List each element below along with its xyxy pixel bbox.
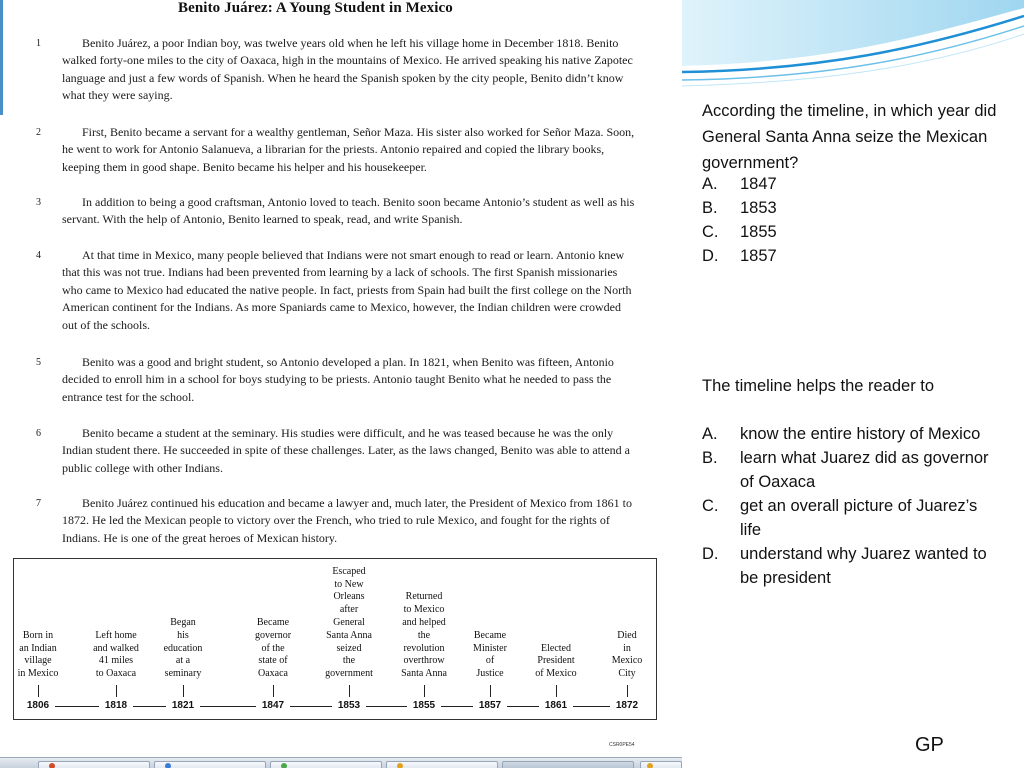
answer-option (702, 220, 1002, 244)
taskbar-button[interactable] (640, 761, 682, 768)
option-letter: B. (702, 199, 718, 217)
paragraph-2 (36, 124, 636, 176)
timeline-event-caption: Became Minister of Justice (473, 629, 507, 680)
timeline-line-segment (290, 706, 332, 707)
timeline-event-caption: Born in an Indian village in Mexico (17, 629, 59, 680)
option-letter: A. (702, 425, 718, 443)
timeline-event-caption: Escaped to New Orleans after General Santa Anna seized the government (325, 565, 373, 680)
app-icon (397, 763, 403, 768)
slide-header-decoration (682, 0, 1024, 92)
timeline-tick (556, 685, 557, 697)
wave-decoration (682, 0, 1024, 92)
timeline-box (13, 558, 657, 720)
option-letter: D. (702, 545, 719, 563)
option-text: learn what Juarez did as governor of Oaxaca (740, 449, 989, 491)
paragraph-text: Benito was a good and bright student, so Antonio developed a plan. In 1821, when Benito was fifteen, Antonio decided to enroll him in a school for boys studying to be priests. Antonio taught Benito what he needed to pass the entrance test for the school. (62, 355, 614, 404)
question-1-text: According the timeline, in which year did General Santa Anna seize the Mexican government? (702, 102, 997, 172)
timeline-year: 1872 (615, 700, 639, 711)
timeline-tick (273, 685, 274, 697)
timeline-year: 1821 (171, 700, 195, 711)
answer-option (702, 542, 1002, 590)
timeline-year: 1806 (26, 700, 50, 711)
answer-option (702, 172, 1002, 196)
timeline-year: 1853 (337, 700, 361, 711)
option-text: 1847 (740, 175, 777, 193)
timeline-line-segment (366, 706, 407, 707)
paragraph-number: 6 (36, 428, 41, 439)
taskbar (0, 757, 682, 768)
timeline-line-segment (573, 706, 610, 707)
paragraph-text: At that time in Mexico, many people believed that Indians were not smart enough to read or learn. Antonio knew that this was not true. Indians had been prevented from learning by a lack of schools. The first Spanish missionaries who came to Mexico had educated the native people. In fact, priests from Spain had built the first college on the North American continent for the Indians. As more Spaniards came to Mexico, however, the Indian children were crowded out of the schools. (62, 248, 632, 332)
option-letter: C. (702, 497, 719, 515)
paragraph-3 (36, 194, 636, 229)
app-icon (49, 763, 55, 768)
option-text: 1857 (740, 247, 777, 265)
timeline-year: 1857 (478, 700, 502, 711)
taskbar-button[interactable] (38, 761, 150, 768)
document-code: CSR0PE54 (609, 742, 635, 748)
paragraph-text: Benito Juárez, a poor Indian boy, was twelve years old when he left his village home in December 1818. Benito walked forty-one miles to the city of Oaxaca, high in the mountains of Mexico. He arrived speaking his native Zapotec language and just a few words of Spanish. When he heard the Spanish spoken by the city people, Benito didn’t know what they were saying. (62, 36, 633, 103)
timeline-event-caption: Died in Mexico City (611, 629, 643, 680)
paragraph-number: 1 (36, 38, 41, 49)
timeline-event-caption: Elected President of Mexico (535, 642, 577, 680)
timeline-year: 1847 (261, 700, 285, 711)
option-letter: D. (702, 247, 719, 265)
question-1 (702, 98, 1002, 268)
timeline-tick (38, 685, 39, 697)
paragraph-6 (36, 425, 636, 477)
paragraph-text: In addition to being a good craftsman, Antonio loved to teach. Benito soon became Antonio’s student as well as his servant. With the help of Antonio, Benito learned to speak, read, and write Spanish. (62, 195, 635, 227)
option-letter: B. (702, 449, 718, 467)
timeline-event-caption: Left home and walked 41 miles to Oaxaca (93, 629, 139, 680)
timeline-tick (627, 685, 628, 697)
option-text: 1853 (740, 199, 777, 217)
timeline-line-segment (507, 706, 539, 707)
paragraph-text: Benito became a student at the seminary. His studies were difficult, and he was teased because he was the only Indian student there. He succeeded in spite of these challenges. Later, as the laws changed, Benito was able to attend a public college with other Indians. (62, 426, 630, 475)
option-text: understand why Juarez wanted to be president (740, 545, 987, 587)
paragraph-number: 7 (36, 498, 41, 509)
timeline-year: 1818 (104, 700, 128, 711)
taskbar-button[interactable] (154, 761, 266, 768)
timeline-event-caption: Returned to Mexico and helped the revolution overthrow Santa Anna (401, 591, 447, 680)
paragraph-number: 3 (36, 197, 41, 208)
option-text: 1855 (740, 223, 777, 241)
answer-option (702, 196, 1002, 220)
paragraph-number: 4 (36, 250, 41, 261)
question-2 (702, 374, 1002, 590)
timeline-tick (183, 685, 184, 697)
app-icon (647, 763, 653, 768)
timeline-tick (116, 685, 117, 697)
timeline-event-caption: Became governor of the state of Oaxaca (254, 617, 292, 680)
taskbar-button-active[interactable] (502, 761, 634, 768)
paragraph-4 (36, 247, 636, 334)
timeline-year: 1855 (412, 700, 436, 711)
paragraph-7 (36, 495, 636, 547)
timeline-line-segment (200, 706, 256, 707)
option-text: know the entire history of Mexico (740, 425, 981, 443)
question-2-text: The timeline helps the reader to (702, 377, 935, 395)
app-icon (281, 763, 287, 768)
paragraph-text: Benito Juárez continued his education and became a lawyer and, much later, the President of Mexico from 1861 to 1872. He led the Mexican people to victory over the French, who tried to rule Mexico, and fought for the rights of Indians. He is one of the great heroes of Mexican history. (62, 496, 633, 545)
timeline-line-segment (441, 706, 473, 707)
document-title: Benito Juárez: A Young Student in Mexico (178, 0, 453, 16)
document-edge-bar (0, 0, 3, 115)
timeline-event-caption: Began his education at a seminary (163, 617, 203, 680)
paragraph-1 (36, 35, 636, 105)
answer-option (702, 446, 1002, 494)
answer-option (702, 494, 1002, 542)
timeline-tick (424, 685, 425, 697)
timeline-year: 1861 (544, 700, 568, 711)
paragraph-number: 5 (36, 357, 41, 368)
timeline-tick (490, 685, 491, 697)
taskbar-button[interactable] (270, 761, 382, 768)
app-icon (165, 763, 171, 768)
timeline-line-segment (133, 706, 166, 707)
timeline-line-segment (55, 706, 99, 707)
paragraph-text: First, Benito became a servant for a wealthy gentleman, Señor Maza. His sister also worked for Señor Maza. Soon, he went to work for Antonio Salanueva, a librarian for the priests. Antonio repaired and copied the library books, keeping them in good shape. Benito became his helper and his housekeeper. (62, 125, 635, 174)
answer-option (702, 244, 1002, 268)
slide-content (702, 98, 1002, 590)
option-letter: A. (702, 175, 718, 193)
paragraph-number: 2 (36, 127, 41, 138)
paragraph-5 (36, 354, 636, 406)
answer-option (702, 422, 1002, 446)
taskbar-button[interactable] (386, 761, 498, 768)
option-text: get an overall picture of Juarez’s life (740, 497, 978, 539)
slide-footer-label: GP (915, 734, 944, 756)
option-letter: C. (702, 223, 719, 241)
timeline-tick (349, 685, 350, 697)
